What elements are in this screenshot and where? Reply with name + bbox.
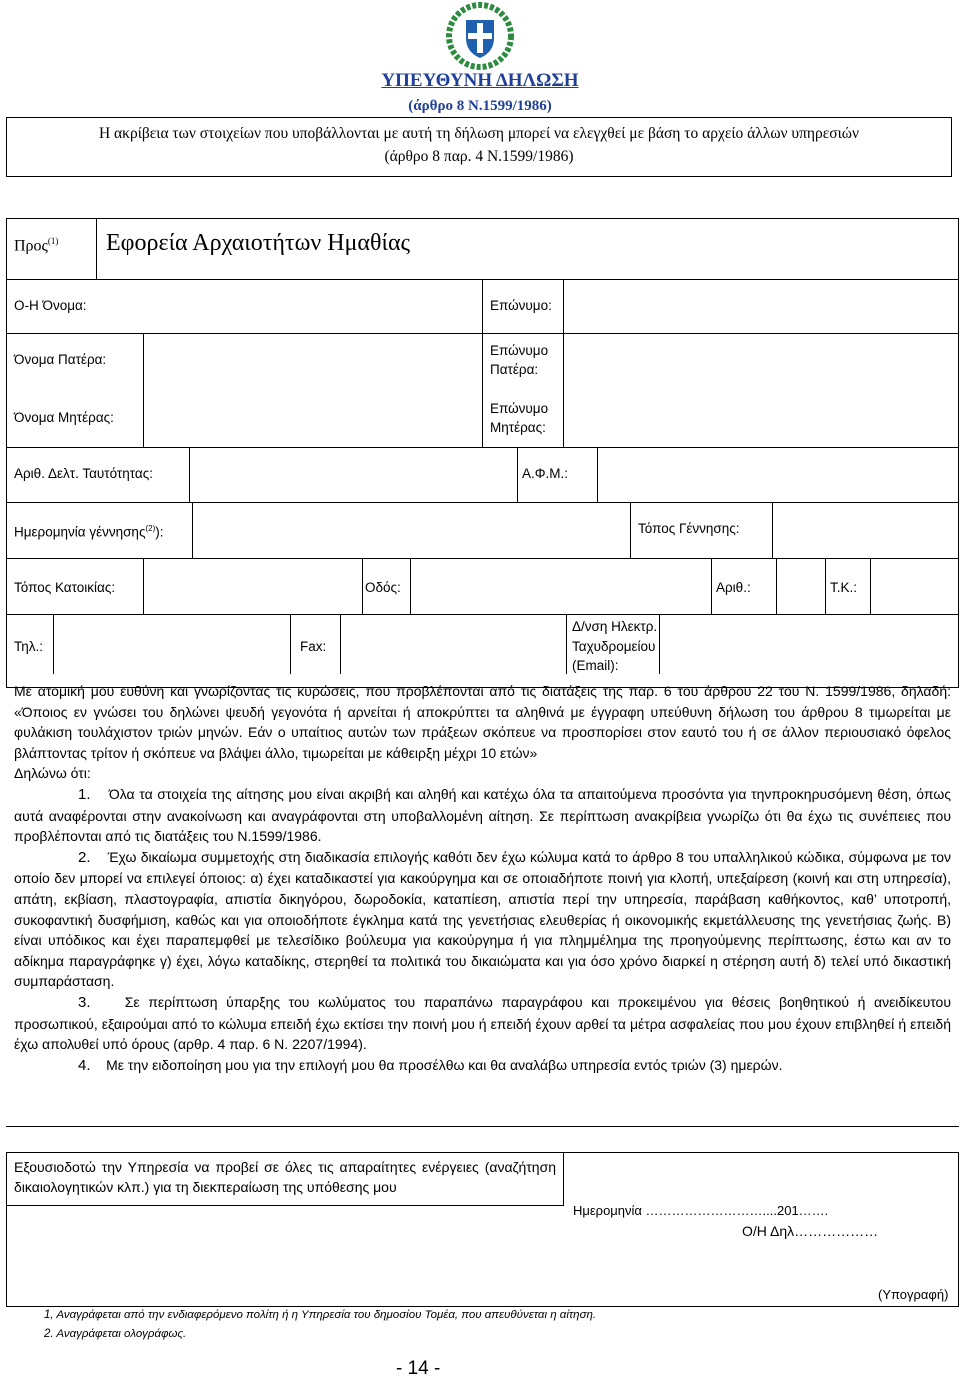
declare-heading: Δηλώνω ότι: — [14, 765, 91, 782]
birthplace-label: Τόπος Γέννησης: — [638, 521, 740, 536]
authorization-text: Εξουσιοδοτώ την Υπηρεσία να προβεί σε όλες τις απαραίτητες ενέργειες (αναζήτηση δικαιολογητικών κλπ.) για τη διεκπεραίωση της υπόθεσης μου — [14, 1159, 556, 1195]
street-label: Οδός: — [365, 580, 401, 595]
declaration-item: 3. Σε περίπτωση ύπαρξης του κωλύματος του παραπάνω παραγράφου και προκειμένου για θέσεις βοηθητικού ή ανειδίκευτου προσωπικού, εξαιρούμαι από το κώλυμα επειδή έχω εκτίσει την ποινή μου ή επειδή έχουν αρθεί τα μέτρα ασφαλείας που μου έχουν επιβληθεί ή επειδή έχω απολυθεί υπό όρους (αρθρ. 4 παρ. 6 Ν. 2207/1994). — [14, 993, 951, 1053]
footnote-1: 1, Αναγράφεται από την ενδιαφερόμενο πολίτη ή η Υπηρεσία του δημοσίου Τομέα, που απευθύνεται η αίτηση. — [44, 1309, 597, 1321]
legal-intro: Με ατομική μου ευθύνη και γνωρίζοντας τις κυρώσεις, που προβλέπονται από τις διατάξεις της παρ. 6 του άρθρου 22 του Ν. 1599/1986, δηλαδή: «Όποιος εν γνώσει του δηλώνει ψευδή γεγονότα ή αρνείται ή αποκρύπτει τα αληθινά με έγγραφη υπεύθυνη δήλωση του άρθρου 8 τιμωρείται με φυλάκιση τουλάχιστον τριών μηνών. Εάν ο υπαίτιος αυτών των πράξεων σκόπευε να προσπορίσει στον εαυτό του ή σε άλλον περιουσιακό όφελος βλάπτοντας τρίτον ή σκόπευε να βλάψει άλλο, τιμωρείται με κάθειρξη μέχρι 10 ετών» — [14, 683, 951, 761]
postal-code-label: Τ.Κ.: — [830, 580, 858, 595]
accuracy-notice — [6, 117, 952, 177]
addressee-value: Εφορεία Αρχαιοτήτων Ημαθίας — [106, 230, 411, 256]
declaration-body — [14, 681, 951, 1076]
declaration-item: 2. Έχω δικαίωμα συμμετοχής στη διαδικασία επιλογής καθότι δεν έχω κώλυμα κατά το άρθρο 8 του υπαλληλικού κώδικα, σύμφωνα με τον οποίο δεν μπορεί να επιλεγεί όποιος: α) έχει καταδικαστεί για κακούργημα και σε οποιαδήποτε ποινή για κλοπή, υπεξαίρεση (κοινή και στη υπηρεσία), απάτη, εκβίαση, πλαστογραφία, απιστία δικηγόρου, δωροδοκία, καταπίεση, απιστία περί την υπηρεσία, παράβαση καθήκοντος, καθ’ υποτροπή, συκοφαντική δυσφήμιση, καθώς και για οποιοδήποτε έγκλημα κατά της γενετήσιας ελευθερίας ή οικονομικής εκμετάλλευσης της γενετήσιας ζωής. Β) είναι υπόδικος και έχει παραπεμφθεί με τελεσίδικο βούλευμα για κακούργημα ή για πλημμέλημα της προηγούμενης περίπτωσης, έστω και αν το αδίκημα παραγράφηκε γ) έχει, λόγω καταδίκης, στερηθεί τα πολιτικά του δικαιώματα και για όσο χρόνο διαρκεί η στέρηση αυτή δ) τελεί υπό δικαστική συμπαράσταση. — [14, 848, 951, 990]
tax-id-label: Α.Φ.Μ.: — [522, 466, 569, 481]
father-name-label: Όνομα Πατέρα: — [14, 352, 107, 367]
document-title: ΥΠΕΥΘΥΝΗ ΔΗΛΩΣΗ — [381, 70, 579, 91]
date-line: Ημερομηνία ………………………....201……. — [573, 1203, 829, 1218]
declarant-line: Ο/Η Δηλ……………… — [742, 1223, 879, 1239]
name-label: Ο-Η Όνομα: — [14, 298, 87, 313]
document-subtitle: (άρθρο 8 Ν.1599/1986) — [408, 98, 552, 114]
notice-line-1: Η ακρίβεια των στοιχείων που υποβάλλονται με αυτή τη δήλωση μπορεί να ελεγχθεί με βάση το αρχείο άλλων υπηρεσιών — [98, 125, 860, 142]
father-surname-label: Επώνυμο Πατέρα: — [490, 343, 549, 377]
declaration-item: 1. Όλα τα στοιχεία της αίτησης μου είναι ακριβή και αληθή και κατέχω όλα τα απαιτούμενα προσόντα για τηνπροκηρυσόμενη θέση, όπως αυτά αναφέρονται στην ανακοίνωση και αναγράφονται στη υποβαλλομένη αίτηση. Σε περίπτωση ανακρίβεια γνωρίζω ότι θα έχω τις συνέπειες που προβλέπονται από τις διατάξεις του Ν.1599/1986. — [14, 785, 951, 845]
page-number: - 14 - — [396, 1358, 441, 1379]
notice-line-2: (άρθρο 8 παρ. 4 Ν.1599/1986) — [384, 148, 574, 165]
surname-label: Επώνυμο: — [490, 298, 552, 313]
signature-label: (Υπογραφή) — [878, 1287, 949, 1302]
id-card-label: Αριθ. Δελτ. Ταυτότητας: — [14, 466, 153, 481]
declaration-item: 4. Με την ειδοποίηση μου για την επιλογή μου θα προσέλθω και θα αναλάβω υπηρεσία εντός τριών (3) ημερών. — [78, 1056, 783, 1074]
addressee-label: Προς$^{(1)}$ — [14, 236, 59, 255]
mother-surname-label: Επώνυμο Μητέρας: — [490, 401, 549, 435]
residence-label: Τόπος Κατοικίας: — [14, 580, 116, 595]
email-label: Δ/νση Ηλεκτρ. Ταχυδρομείου (Email): — [572, 619, 658, 673]
fax-label: Fax: — [300, 639, 327, 654]
footnote-2: 2. Αναγράφεται ολογράφως. — [44, 1328, 187, 1340]
street-number-label: Αριθ.: — [716, 580, 751, 595]
phone-label: Τηλ.: — [14, 639, 44, 654]
mother-name-label: Όνομα Μητέρας: — [14, 410, 114, 425]
hellenic-republic-seal-icon — [446, 2, 514, 70]
birthdate-label: Ημερομηνία γέννησης$^{(2)}$): — [14, 524, 164, 540]
